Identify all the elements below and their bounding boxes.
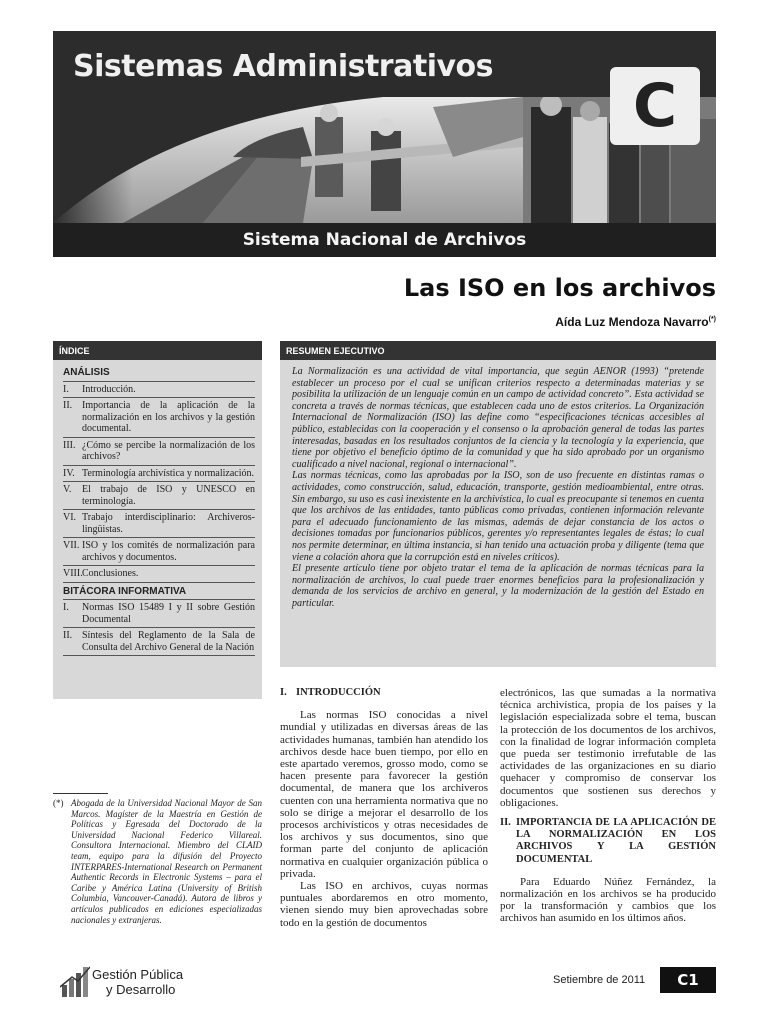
footnote-text: Abogada de la Universidad Nacional Mayor de San Marcos. Magíster de la Maestría en Gestión de Políticas y Egresada del Doctorado de la Universidad Nacional Federico Villareal. Consultora Internacional. Miembro del CLAID team, equipo para la difusión del Proyecto INTERPARES-International Research on Permanent Authentic Records in Electronic Systems – para el Caribe y América Latina (University of British Columbia, Vancouver-Canadá). Autora de libros y artículos publicados en ediciones especializadas nacionales y extranjeras.: [71, 798, 262, 925]
index-item-text: Importancia de la aplicación de la normalización en los archivos y la gestión documental.: [82, 400, 255, 434]
page-number-badge: C1: [660, 967, 716, 993]
author-name: Aída Luz Mendoza Navarro: [555, 315, 709, 329]
summary-paragraph: Las normas técnicas, como las aprobadas por la ISO, son de uso frecuente en distintas ramas o actividades, como construcción, salud, educación, transporte, gestión medioambiental, entre otras. Sin embargo, su uso es casi inexistente en la archivística, lo cual es preocupante si tenemos en cuenta que los archivos de las entidades, tanto públicas como privadas, contienen información relevante para el adecuado funcionamiento de las mismas, además de dejar constancia de los actos o decisiones tomadas por funcionarios públicos, gerentes y/o representantes legales de éstas; lo cual nos permite determinar, en última instancia, si han tenido una actuación proba y diligente (tema que viene a colación ahora que la corrupción está en niveles críticos).: [292, 470, 704, 563]
footnote-mark: (*): [53, 798, 64, 808]
logo-line-2: y Desarrollo: [106, 982, 176, 997]
index-list: [53, 360, 262, 656]
index-section-title: ANÁLISIS: [63, 364, 255, 382]
executive-summary-box: [280, 341, 716, 667]
summary-paragraph: El presente artículo tiene por objeto tratar el tema de la aplicación de normas técnicas para la normalización de archivos, lo cual puede traer enormes beneficios para la profesionalización y demanda de los servicios de archivo en general, y la modernización de la gestión del Estado en particular.: [292, 563, 704, 609]
index-item: [63, 510, 255, 538]
index-item: [63, 628, 255, 656]
index-item-num: IV.: [63, 467, 75, 479]
index-item-text: Terminología archivística y normalización.: [82, 467, 255, 479]
bar-chart-logo-icon: [60, 965, 90, 997]
section-heading: [500, 817, 716, 866]
header-subtitle: Sistema Nacional de Archivos: [53, 223, 716, 257]
body-paragraph: electrónicos, las que sumadas a la normativa técnica archivística, propia de los países y la legislación especializada sobre el tema, buscan la protección de los documentos de los archivos, con la finalidad de lograr información completa que pueda ser testimonio irrefutable de las actividades de las organizaciones en su diario quehacer y compromiso de conservar los documentos que sostienen sus derechos y obligaciones.: [500, 687, 716, 809]
summary-text: [280, 360, 716, 609]
index-item-text: Normas ISO 15489 I y II sobre Gestión Documental: [82, 602, 255, 625]
section-heading: [280, 687, 488, 699]
index-item-text: Trabajo interdisciplinario: Archiveros-lingüistas.: [82, 512, 255, 535]
index-item-text: ¿Cómo se percibe la normalización de los archivos?: [82, 439, 255, 462]
index-item-num: II.: [63, 630, 73, 641]
index-item: [63, 398, 255, 438]
index-item-num: VII.: [63, 540, 80, 551]
footnote-rule: [53, 793, 108, 794]
index-item: [63, 566, 255, 583]
section-title: INTRODUCCIÓN: [296, 687, 381, 698]
index-heading: ÍNDICE: [53, 341, 262, 360]
index-section-title: BITÁCORA INFORMATIVA: [63, 583, 255, 601]
body-paragraph: Las normas ISO conocidas a nivel mundial y utilizadas en diversas áreas de las actividades humanas, también han atendido los archivos desde hace buen tiempo, por ello en este apartado veremos, grosso modo, como se hacen presente para favorecer la gestión documental, de manera que los archiveros cuenten con una herramienta normativa que no solo se dirige a mejorar el desarrollo de los procesos archivísticos y otras necesidades de los archivos y sus documentos, sino que forman parte del conjunto de aplicación normativa en cualquier organización pública o privada.: [280, 709, 488, 880]
index-item: [63, 382, 255, 399]
article-author: [555, 315, 716, 329]
body-paragraph: Las ISO en archivos, cuyas normas puntuales abordaremos en otro momento, vienen siendo muy bien aprovechadas sobre todo en la gestión de documentos: [280, 880, 488, 929]
index-item: [63, 600, 255, 628]
author-footnote-mark: (*): [708, 316, 716, 323]
index-item-num: VI.: [63, 512, 77, 523]
index-item-text: Introducción.: [82, 383, 136, 395]
section-title: IMPORTANCIA DE LA APLICACIÓN DE LA NORMALIZACIÓN EN LOS ARCHIVOS Y LA GESTIÓN DOCUMENTAL: [516, 817, 716, 865]
index-item-num: I.: [63, 383, 69, 395]
index-item: [63, 482, 255, 510]
issue-date: Setiembre de 2011: [553, 974, 646, 986]
body-paragraph: Para Eduardo Núñez Fernández, la normalización en los archivos se ha producido por la transformación y cambios que los archivos han asumido en los últimos años.: [500, 875, 716, 925]
summary-paragraph: La Normalización es una actividad de vital importancia, que según AENOR (1993) “pretende establecer un proceso por el cual se unifican criterios respecto a determinadas materias y se posibilita la utilización de un lenguaje común en un campo de actividad concreto”. Esta actividad se concreta a través de normas técnicas, que establecen cada uno de estos criterios. La Organización Internacional de Normalización (ISO) las define como “especificaciones técnicas accesibles al público, establecidas con la cooperación y el consenso o la aprobación general de todas las partes interesadas, basadas en los resultados conjuntos de la ciencia y la tecnología y la experiencia, que tiene por objetivo el beneficio óptimo de la comunidad y que ha sido aprobado por un organismo cualificado a nivel nacional, regional o internacional”.: [292, 366, 704, 470]
section-title: Sistemas Administrativos: [73, 49, 493, 84]
article-title: Las ISO en los archivos: [403, 274, 716, 302]
index-item-num: II.: [63, 400, 73, 411]
index-item-num: III.: [63, 439, 76, 451]
index-item: [63, 466, 255, 483]
index-item: [63, 438, 255, 466]
index-item-text: El trabajo de ISO y UNESCO en terminología.: [82, 484, 255, 507]
section-letter-badge: C: [610, 67, 700, 145]
index-item-text: Síntesis del Reglamento de la Sala de Consulta del Archivo General de la Nación: [82, 630, 255, 653]
publication-logo-text: [92, 967, 183, 997]
section-number: I.: [280, 687, 287, 698]
section-number: II.: [500, 817, 511, 829]
header-banner: [53, 31, 716, 257]
index-item: [63, 538, 255, 566]
index-item-text: ISO y los comités de normalización para archivos y documentos.: [82, 540, 255, 563]
index-item-num: V.: [63, 484, 72, 495]
logo-line-1: Gestión Pública: [92, 967, 184, 982]
body-column-1: [280, 687, 488, 929]
index-item-text: Conclusiones.: [82, 568, 139, 579]
index-item-num: VIII.: [63, 568, 83, 579]
summary-heading: RESUMEN EJECUTIVO: [280, 341, 716, 360]
index-item-num: I.: [63, 602, 69, 613]
index-box: [53, 341, 262, 699]
body-column-2: [500, 687, 716, 925]
author-footnote: [53, 798, 262, 925]
